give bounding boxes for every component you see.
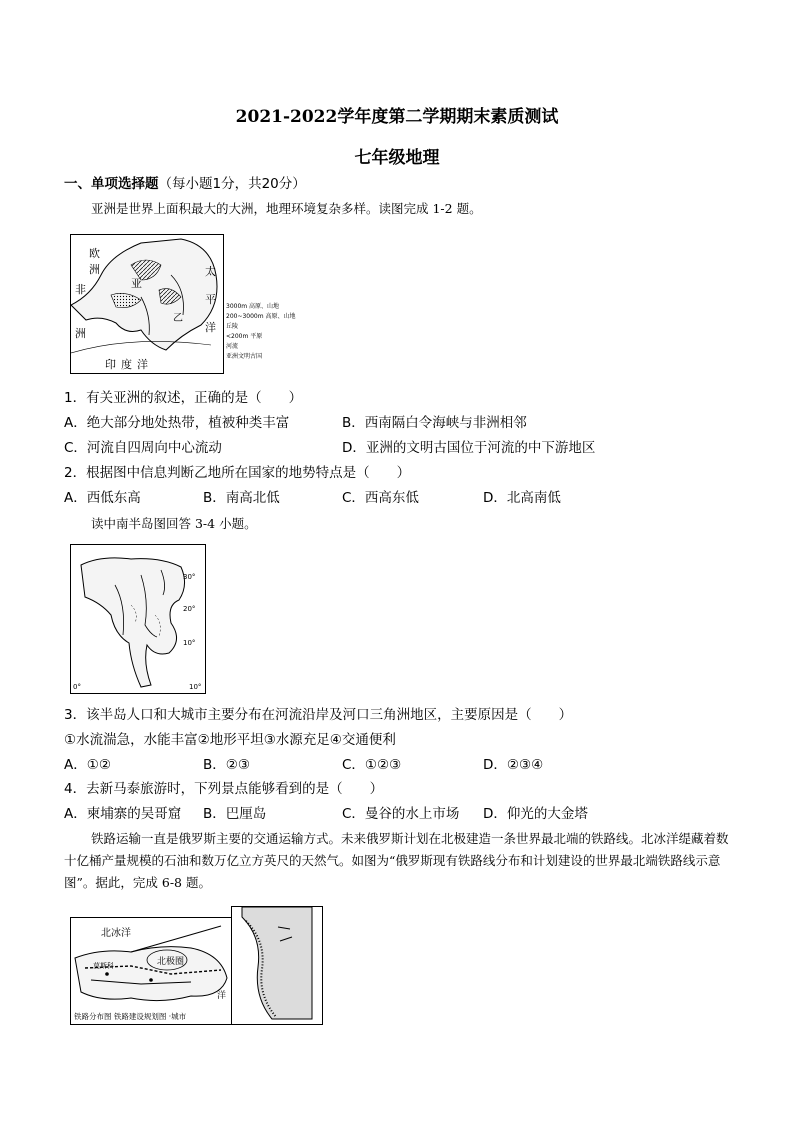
q4-option-d: D．仰光的大金塔 [483,806,588,822]
asia-map-legend [226,302,296,362]
arctic-inset-map [231,906,323,1025]
q1-option-b: B．西南隔白令海峡与非洲相邻 [342,415,527,431]
q2-option-b: B．南高北低 [203,490,280,506]
map3-label: 莫斯科 [93,962,114,970]
map3-label: 洋 [217,991,227,1001]
map1-label: 欧 [89,247,100,260]
question-3-facts: ①水流湍急，水能丰富②地形平坦③水源充足④交通便利 [64,732,396,748]
q3-option-c: C．①②③ [342,757,402,773]
intro-2: 读中南半岛图回答 3-4 小题。 [91,516,257,531]
map1-label: 印 [105,358,116,371]
map1-label: 亚 [131,277,142,290]
section-heading [64,175,306,193]
arctic-inset-drawing [232,907,322,1024]
indochina-map-drawing [71,545,205,693]
map1-label: 洋 [205,321,216,334]
asia-map-drawing [71,235,223,373]
section-note: （每小题1分，共20分） [158,176,306,192]
legend-item: 河流 [226,343,239,350]
q3-option-a: A．①② [64,757,111,773]
map3-legend: 铁路分布图 铁路建设规划图 ·城市 [74,1012,187,1021]
legend-item: 200~3000m 高原、山地 丘陵 [226,313,296,330]
q4-option-a: A．柬埔寨的吴哥窟 [64,806,182,822]
q4-option-b: B．巴厘岛 [203,806,267,822]
question-2: 2．根据图中信息判断乙地所在国家的地势特点是（ ） [64,465,411,481]
intro-3: 铁路运输一直是俄罗斯主要的交通运输方式。未来俄罗斯计划在北极建造一条世界最北端的铁路线。北冰洋缇藏着数十亿桶产量规模的石油和数万亿立方英尺的天然气。如图为“俄罗斯现有铁路线分布和计划建设的世界最北端铁路线示意图”。据此，完成 6-8 题。 [64,831,729,890]
question-1: 1．有关亚洲的叙述，正确的是（ ） [64,390,303,406]
map2-label: 0° [73,683,81,691]
map1-label: 洋 [137,358,148,371]
intro-1: 亚洲是世界上面积最大的大洲，地理环境复杂多样。读图完成 1-2 题。 [91,201,482,216]
map1-label: 乙 [173,313,183,324]
map1-label: 非 [75,283,86,296]
q2-option-a: A．西低东高 [64,490,141,506]
russia-railway-map-drawing [71,918,231,1024]
map1-label: 度 [121,358,132,371]
legend-item: 3000m 高原、山地 [226,303,280,310]
map1-label: 太 [205,265,216,278]
map1-label: 洲 [89,263,100,276]
asia-map [70,234,224,374]
map3-label: 北冰洋 [101,928,131,939]
page-subtitle: 七年级地理 [354,148,440,168]
map2-label: 20° [183,605,196,613]
q1-option-c: C．河流自四周向中心流动 [64,440,222,456]
map1-label: 洲 [75,327,86,340]
map2-label: 10° [189,683,202,691]
page-title: 2021-2022学年度第二学期期末素质测试 [235,107,559,127]
russia-railway-map [70,917,232,1025]
q1-option-d: D．亚洲的文明古国位于河流的中下游地区 [342,440,596,456]
question-3: 3．该半岛人口和大城市主要分布在河流沿岸及河口三角洲地区，主要原因是（ ） [64,707,573,723]
map2-label: 10° [183,639,196,647]
section-title: 一、单项选择题 [64,176,159,192]
indochina-map [70,544,206,694]
q2-option-c: C．西高东低 [342,490,419,506]
question-4: 4．去新马泰旅游时，下列景点能够看到的是（ ） [64,781,384,797]
q3-option-b: B．②③ [203,757,250,773]
q2-option-d: D．北高南低 [483,490,561,506]
map1-label: 平 [205,293,216,306]
legend-item: <200m 平原 [226,333,263,340]
q4-option-c: C．曼谷的水上市场 [342,806,460,822]
map2-label: 30° [183,573,196,581]
legend-item: 亚洲文明古国 [226,353,263,360]
q1-option-a: A．绝大部分地处热带，植被种类丰富 [64,415,290,431]
map3-label: 北极圈 [157,957,185,967]
q3-option-d: D．②③④ [483,757,544,773]
